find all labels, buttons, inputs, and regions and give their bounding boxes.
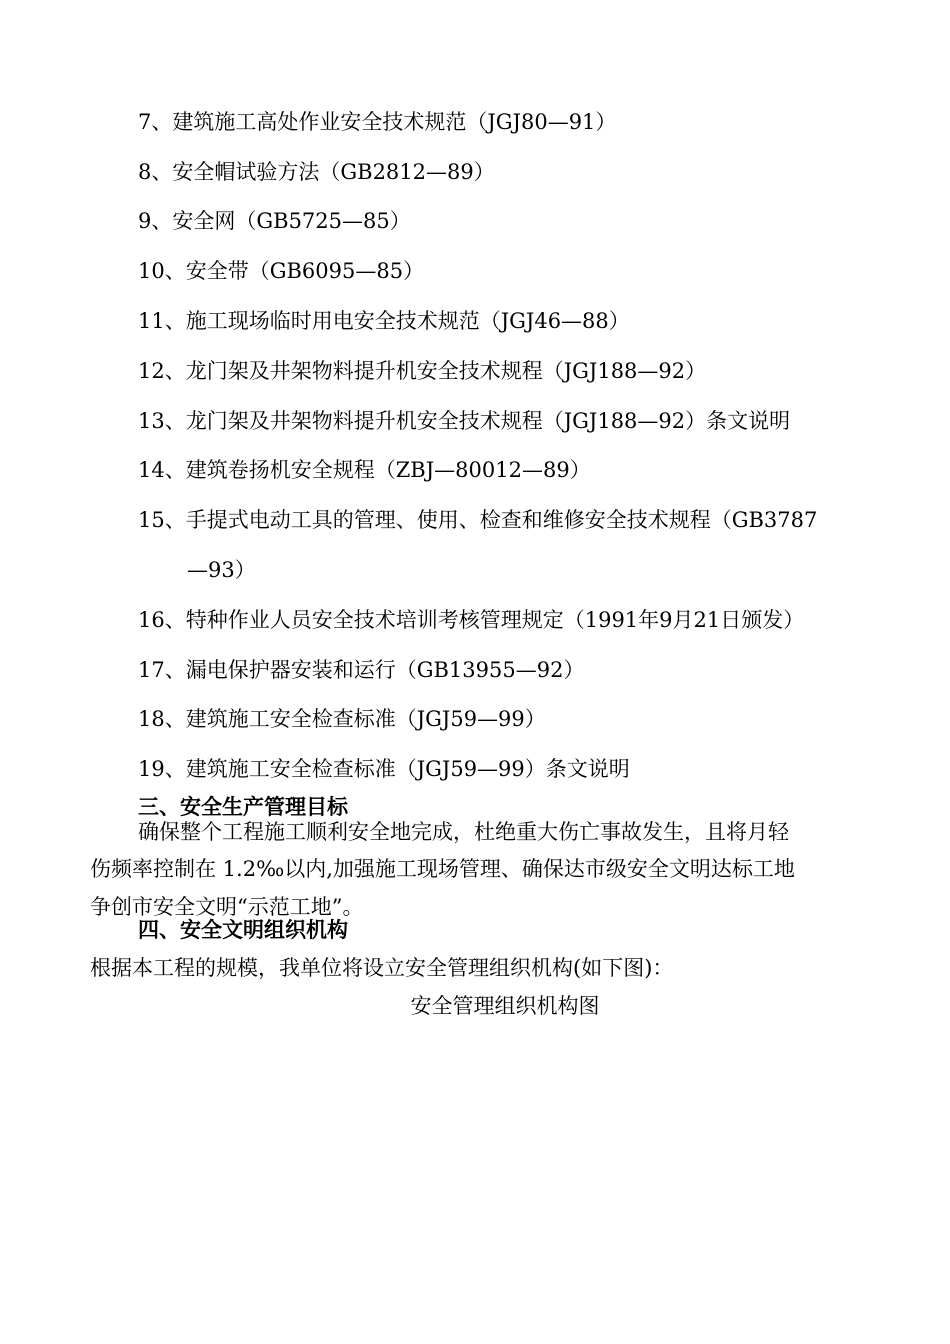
section-4-intro: 根据本工程的规模，我单位将设立安全管理组织机构(如下图)： <box>90 956 674 980</box>
section-4-heading: 四、安全文明组织机构 <box>138 917 348 942</box>
section-3-paragraph-line-2: 伤频率控制在 1.2‰以内,加强施工现场管理、确保达市级安全文明达标工地 <box>90 857 795 881</box>
standard-item-15: 15、手提式电动工具的管理、使用、检查和维修安全技术规程（GB3787 <box>138 508 818 532</box>
standard-item-7: 7、建筑施工高处作业安全技术规范（JGJ80—91） <box>138 110 617 134</box>
standard-item-11: 11、施工现场临时用电安全技术规范（JGJ46—88） <box>138 309 630 333</box>
section-3-heading: 三、安全生产管理目标 <box>138 794 348 819</box>
standard-item-17: 17、漏电保护器安装和运行（GB13955—92） <box>138 658 585 682</box>
section-3-paragraph-line-3: 争创市安全文明“示范工地”。 <box>90 895 364 919</box>
standard-item-19: 19、建筑施工安全检查标准（JGJ59—99）条文说明 <box>138 757 630 781</box>
standard-item-8: 8、安全帽试验方法（GB2812—89） <box>138 160 495 184</box>
standard-item-10: 10、安全带（GB6095—85） <box>138 259 425 283</box>
standard-item-9: 9、安全网（GB5725—85） <box>138 209 411 233</box>
standard-item-14: 14、建筑卷扬机安全规程（ZBJ—80012—89） <box>138 458 591 482</box>
section-3-paragraph-line-1: 确保整个工程施工顺利安全地完成，杜绝重大伤亡事故发生，且将月轻 <box>138 820 789 844</box>
standard-item-18: 18、建筑施工安全检查标准（JGJ59—99） <box>138 707 546 731</box>
org-chart-caption: 安全管理组织机构图 <box>410 994 600 1018</box>
standard-item-13: 13、龙门架及井架物料提升机安全技术规程（JGJ188—92）条文说明 <box>138 409 791 433</box>
standard-item-16: 16、特种作业人员安全技术培训考核管理规定（1991年9月21日颁发） <box>138 608 805 632</box>
standard-item-15-continued: —93） <box>187 558 256 582</box>
standard-item-12: 12、龙门架及井架物料提升机安全技术规程（JGJ188—92） <box>138 359 707 383</box>
